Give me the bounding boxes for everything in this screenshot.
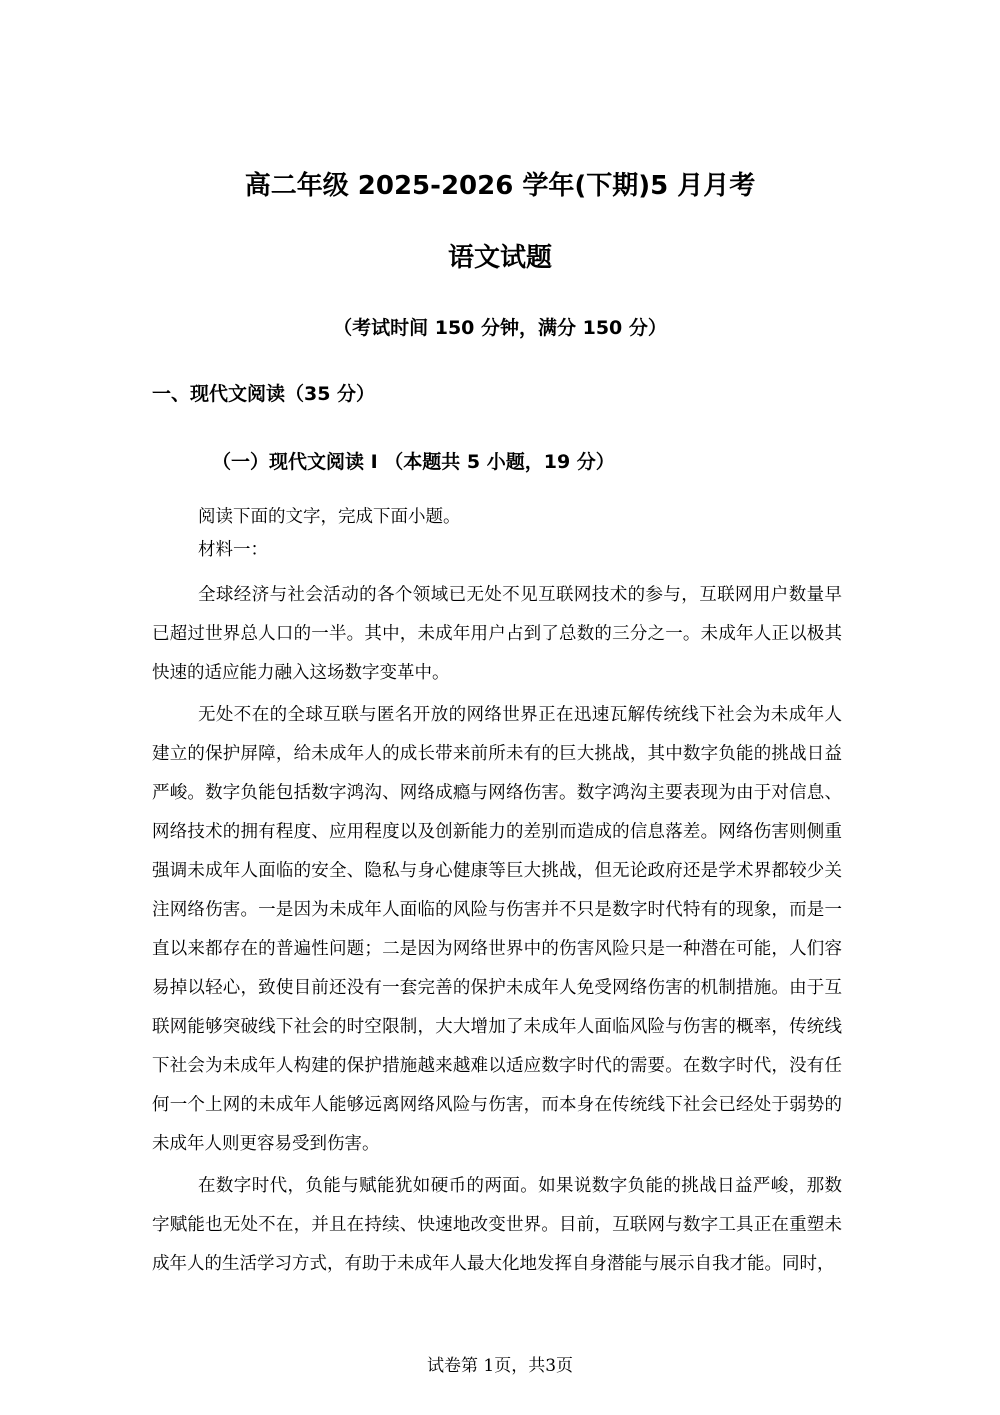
reading-passage — [152, 502, 842, 1284]
exam-title: 高二年级 2025-2026 学年(下期)5 月月考 — [244, 171, 756, 201]
section-heading: 一、现代文阅读（35 分） — [152, 383, 376, 405]
subsection-heading: （一）现代文阅读 I （本题共 5 小题，19 分） — [212, 451, 615, 473]
paragraph-2: 无处不在的全球互联与匿名开放的网络世界正在迅速瓦解传统线下社会为未成年人建立的保护屏障，给未成年人的成长带来前所未有的巨大挑战，其中数字负能的挑战日益严峻。数字负能包括数字鸿沟、网络成瘾与网络伤害。数字鸿沟主要表现为由于对信息、网络技术的拥有程度、应用程度以及创新能力的差别而造成的信息落差。网络伤害则侧重强调未成年人面临的安全、隐私与身心健康等巨大挑战，但无论政府还是学术界都较少关注网络伤害。一是因为未成年人面临的风险与伤害并不只是数字时代特有的现象，而是一直以来都存在的普遍性问题；二是因为网络世界中的伤害风险只是一种潜在可能，人们容易掉以轻心，致使目前还没有一套完善的保护未成年人免受网络伤害的机制措施。由于互联网能够突破线下社会的时空限制，大大增加了未成年人面临风险与伤害的概率，传统线下社会为未成年人构建的保护措施越来越难以适应数字时代的需要。在数字时代，没有任何一个上网的未成年人能够远离网络风险与伤害，而本身在传统线下社会已经处于弱势的未成年人则更容易受到伤害。 — [152, 705, 842, 1154]
instruction-text: 阅读下面的文字，完成下面小题。 — [198, 507, 461, 527]
exam-subject-title: 语文试题 — [447, 243, 552, 273]
exam-info: （考试时间 150 分钟，满分 150 分） — [333, 317, 667, 339]
paragraph-1: 全球经济与社会活动的各个领域已无处不见互联网技术的参与，互联网用户数量早已超过世界总人口的一半。其中，未成年用户占到了总数的三分之一。未成年人正以极其快速的适应能力融入这场数字变革中。 — [152, 585, 842, 683]
page-footer: 试卷第 1页，共3页 — [426, 1356, 574, 1376]
paragraph-3: 在数字时代，负能与赋能犹如硬币的两面。如果说数字负能的挑战日益严峻，那数字赋能也无处不在，并且在持续、快速地改变世界。目前，互联网与数字工具正在重塑未成年人的生活学习方式，有助于未成年人最大化地发挥自身潜能与展示自我才能。同时， — [152, 1176, 842, 1274]
material-label: 材料一： — [198, 540, 268, 560]
